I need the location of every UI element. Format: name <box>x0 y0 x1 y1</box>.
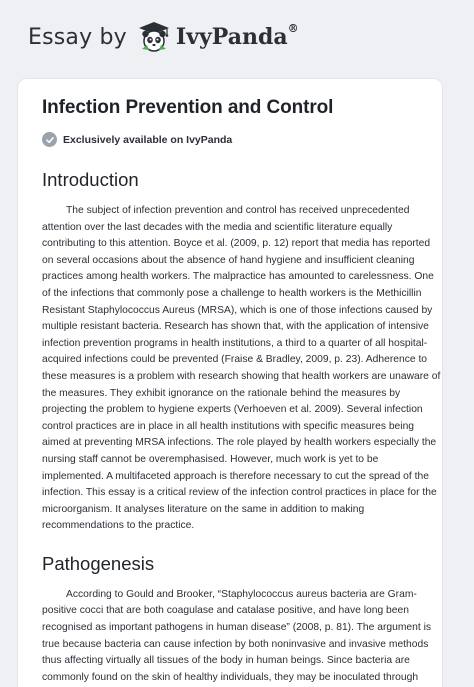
check-icon <box>42 132 57 147</box>
text-line: infection. This essay is a critical review of the infection control practices in place for the <box>42 487 437 499</box>
ivypanda-logo-link[interactable] <box>136 19 299 55</box>
section-heading-introduction: Introduction <box>42 169 139 190</box>
text-line: nursing staff cannot be overemphasised. However, much work is yet to be <box>42 453 379 465</box>
essay-title: Infection Prevention and Control <box>42 97 334 118</box>
text-line: true because bacteria can cause infection by both noninvasive and invasive methods <box>42 638 429 650</box>
pathogenesis-paragraph <box>42 587 432 687</box>
text-line: of the infections that commonly pose a challenge to health workers is the Methicillin <box>42 287 422 299</box>
text-line: Resistant Staphylococcus Aureus (MRSA), which is one of those infections caused by <box>42 304 433 316</box>
essay-card <box>18 79 442 687</box>
text-line: the measures. They exhibit ignorance on the rationale behind the measures by <box>42 387 401 399</box>
panda-graduate-icon <box>136 19 172 55</box>
text-line: microorganism. It analyses literature on the same in addition to making <box>42 503 365 515</box>
text-line: these measures is a problem with research showing that health workers are unaware of <box>42 370 441 382</box>
text-line: acquired infections could be prevented (Fraise & Bradley, 2009, p. 23). Adherence to <box>42 354 428 366</box>
text-line: control practices are in place in all health institutions with specific measures being <box>42 420 415 432</box>
text-line: on several occasions about the absence of hand hygiene and insufficient cleaning <box>42 254 415 266</box>
site-header <box>0 0 474 74</box>
text-line: positive cocci that are both coagulase and catalase positive, and have long been <box>42 605 409 617</box>
text-line: implemented. A multifaceted approach is therefore necessary to cut the spread of the <box>42 470 429 482</box>
text-line: contributing to this attention. Boyce et al. (2009, p. 12) report that media has reported <box>42 238 431 250</box>
text-line: commonly found on the skin of healthy individuals, they may be inoculated through <box>42 671 419 683</box>
text-line: practices among health workers. The malpractice has amounted to carelessness. One <box>42 271 434 283</box>
text-line: recommendations to the practice. <box>42 520 195 532</box>
exclusive-label: Exclusively available on IvyPanda <box>63 133 233 146</box>
exclusive-badge <box>42 132 442 147</box>
introduction-paragraph <box>42 203 441 535</box>
text-line: attention over the last decades with the media and scientific literature equally <box>42 221 393 233</box>
text-line: According to Gould and Brooker, “Staphylococcus aureus bacteria are Gram- <box>66 588 417 600</box>
section-heading-pathogenesis: Pathogenesis <box>42 552 155 574</box>
brand-prefix: Essay by <box>28 24 127 50</box>
text-line: thus affecting virtually all tissues of the body in human beings. Since bacteria are <box>42 655 410 667</box>
text-line: multiple resistant bacteria. Research has shown that, with the application of intensive <box>42 321 429 333</box>
brand-name: IvyPanda® <box>175 22 299 50</box>
text-line: The subject of infection prevention and control has received unprecedented <box>66 205 410 216</box>
text-line: infection prevention programs in health institutions, a third to a quarter of all hospital- <box>42 337 428 349</box>
text-line: recognised as important pathogens in human disease” (2008, p. 81). The argument is <box>42 622 432 634</box>
text-line: projecting the problem to hygiene experts (Verhoeven et al. 2009). Several infection <box>42 404 423 416</box>
text-line: aimed at preventing MRSA infections. The role played by health workers especially the <box>42 437 437 449</box>
